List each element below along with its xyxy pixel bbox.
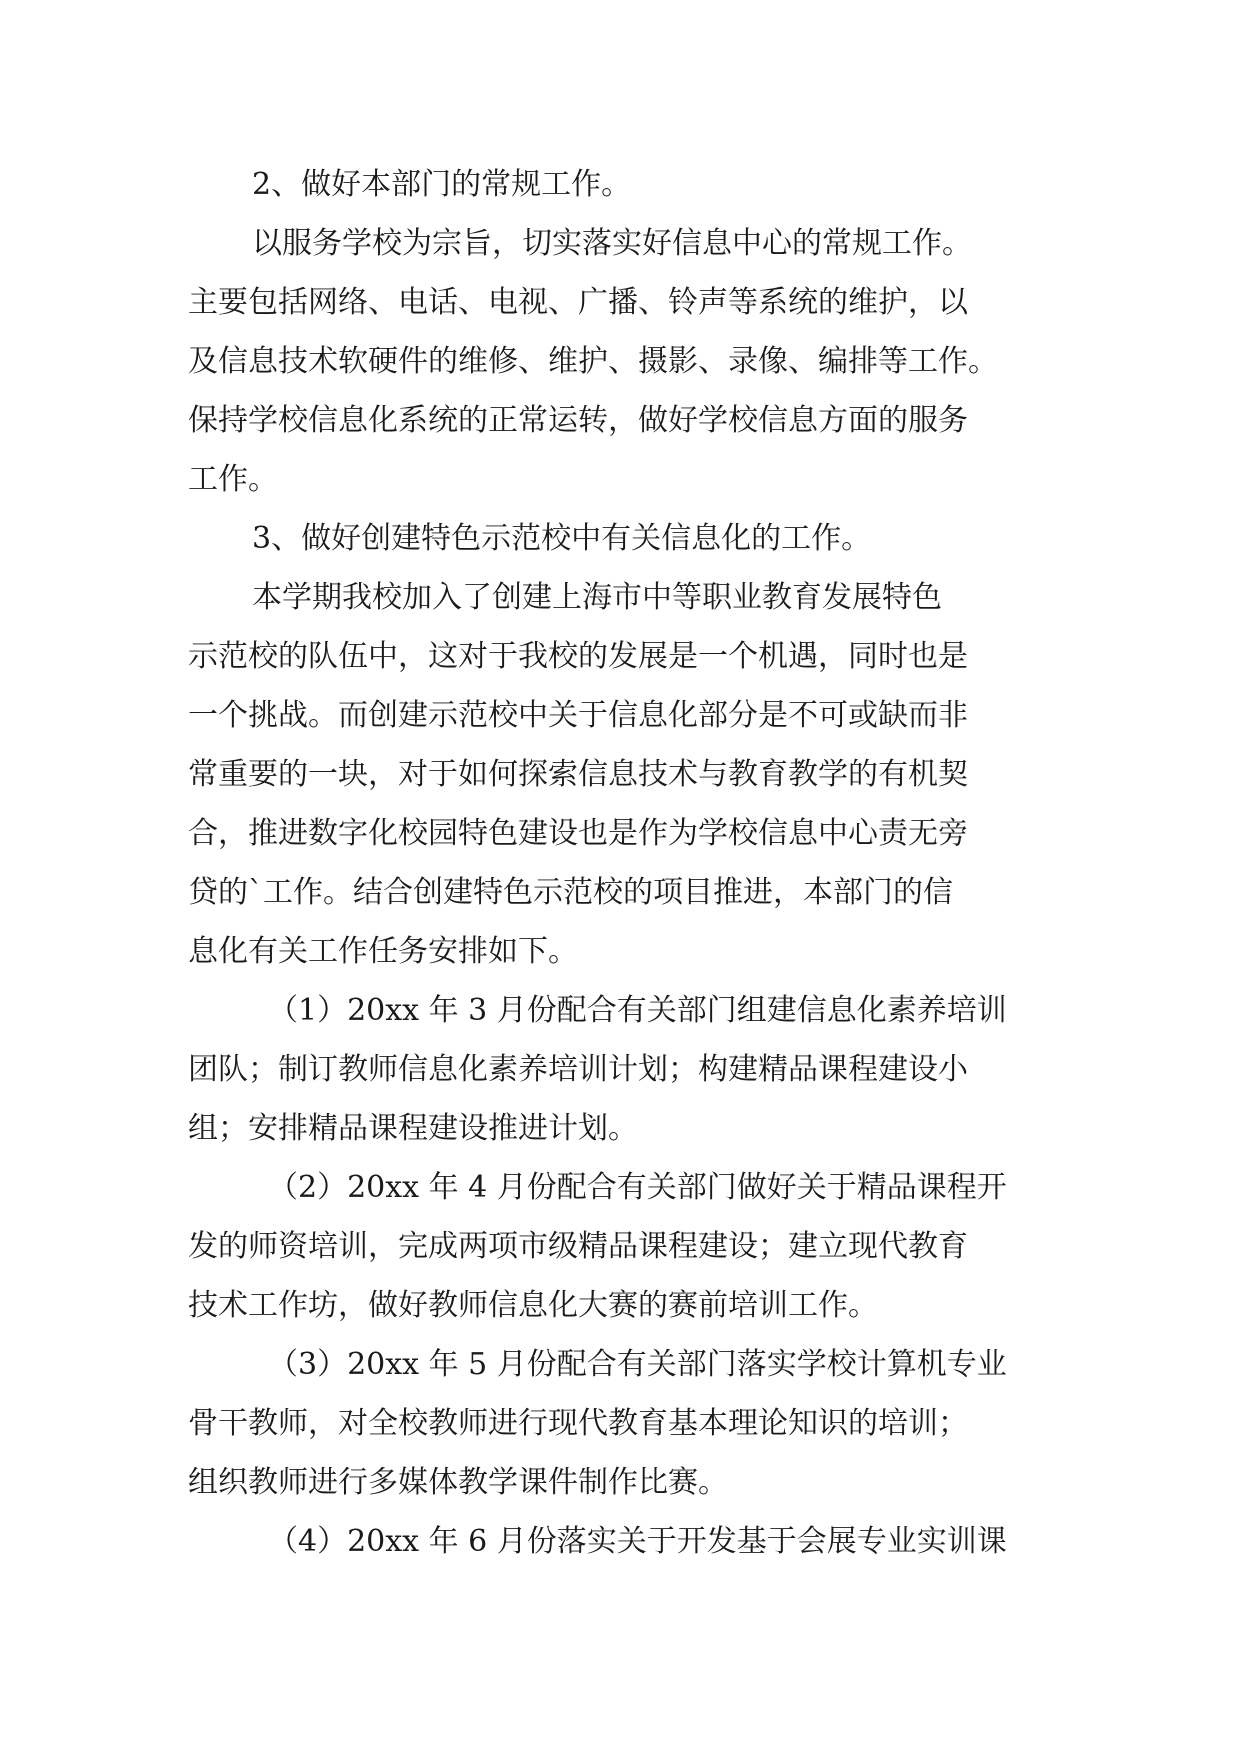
list-item-3: （3）20xx 年 5 月份配合有关部门落实学校计算机专业	[268, 1347, 1007, 1382]
paragraph-line: 主要包括网络、电话、电视、广播、铃声等系统的维护，以	[188, 285, 968, 320]
paragraph-line: 合，推进数字化校园特色建设也是作为学校信息中心责无旁	[188, 816, 968, 851]
paragraph-line: 及信息技术软硬件的维修、维护、摄影、录像、编排等工作。	[188, 344, 998, 379]
paragraph-line: 发的师资培训，完成两项市级精品课程建设；建立现代教育	[188, 1229, 968, 1264]
paragraph-line: 本学期我校加入了创建上海市中等职业教育发展特色	[252, 580, 942, 615]
paragraph-line: 常重要的一块，对于如何探索信息技术与教育教学的有机契	[188, 757, 968, 792]
list-item-4: （4）20xx 年 6 月份落实关于开发基于会展专业实训课	[268, 1524, 1007, 1559]
section-heading-3: 3、做好创建特色示范校中有关信息化的工作。	[252, 521, 872, 556]
paragraph-line: 组织教师进行多媒体教学课件制作比赛。	[188, 1465, 728, 1500]
paragraph-line: 贷的`工作。结合创建特色示范校的项目推进，本部门的信	[188, 875, 953, 910]
document-body	[188, 155, 1068, 1571]
paragraph-line: 以服务学校为宗旨，切实落实好信息中心的常规工作。	[252, 226, 972, 261]
paragraph-line: 组；安排精品课程建设推进计划。	[188, 1111, 638, 1146]
paragraph-line: 保持学校信息化系统的正常运转，做好学校信息方面的服务	[188, 403, 968, 438]
paragraph-line: 一个挑战。而创建示范校中关于信息化部分是不可或缺而非	[188, 698, 968, 733]
paragraph-line: 骨干教师，对全校教师进行现代教育基本理论知识的培训；	[188, 1406, 968, 1441]
paragraph-line: 工作。	[188, 462, 278, 497]
paragraph-line: 息化有关工作任务安排如下。	[188, 934, 578, 969]
list-item-2: （2）20xx 年 4 月份配合有关部门做好关于精品课程开	[268, 1170, 1007, 1205]
section-heading-2: 2、做好本部门的常规工作。	[252, 167, 632, 202]
paragraph-line: 团队；制订教师信息化素养培训计划；构建精品课程建设小	[188, 1052, 968, 1087]
paragraph-line: 技术工作坊，做好教师信息化大赛的赛前培训工作。	[188, 1288, 878, 1323]
list-item-1: （1）20xx 年 3 月份配合有关部门组建信息化素养培训	[268, 993, 1007, 1028]
paragraph-line: 示范校的队伍中，这对于我校的发展是一个机遇，同时也是	[188, 639, 968, 674]
